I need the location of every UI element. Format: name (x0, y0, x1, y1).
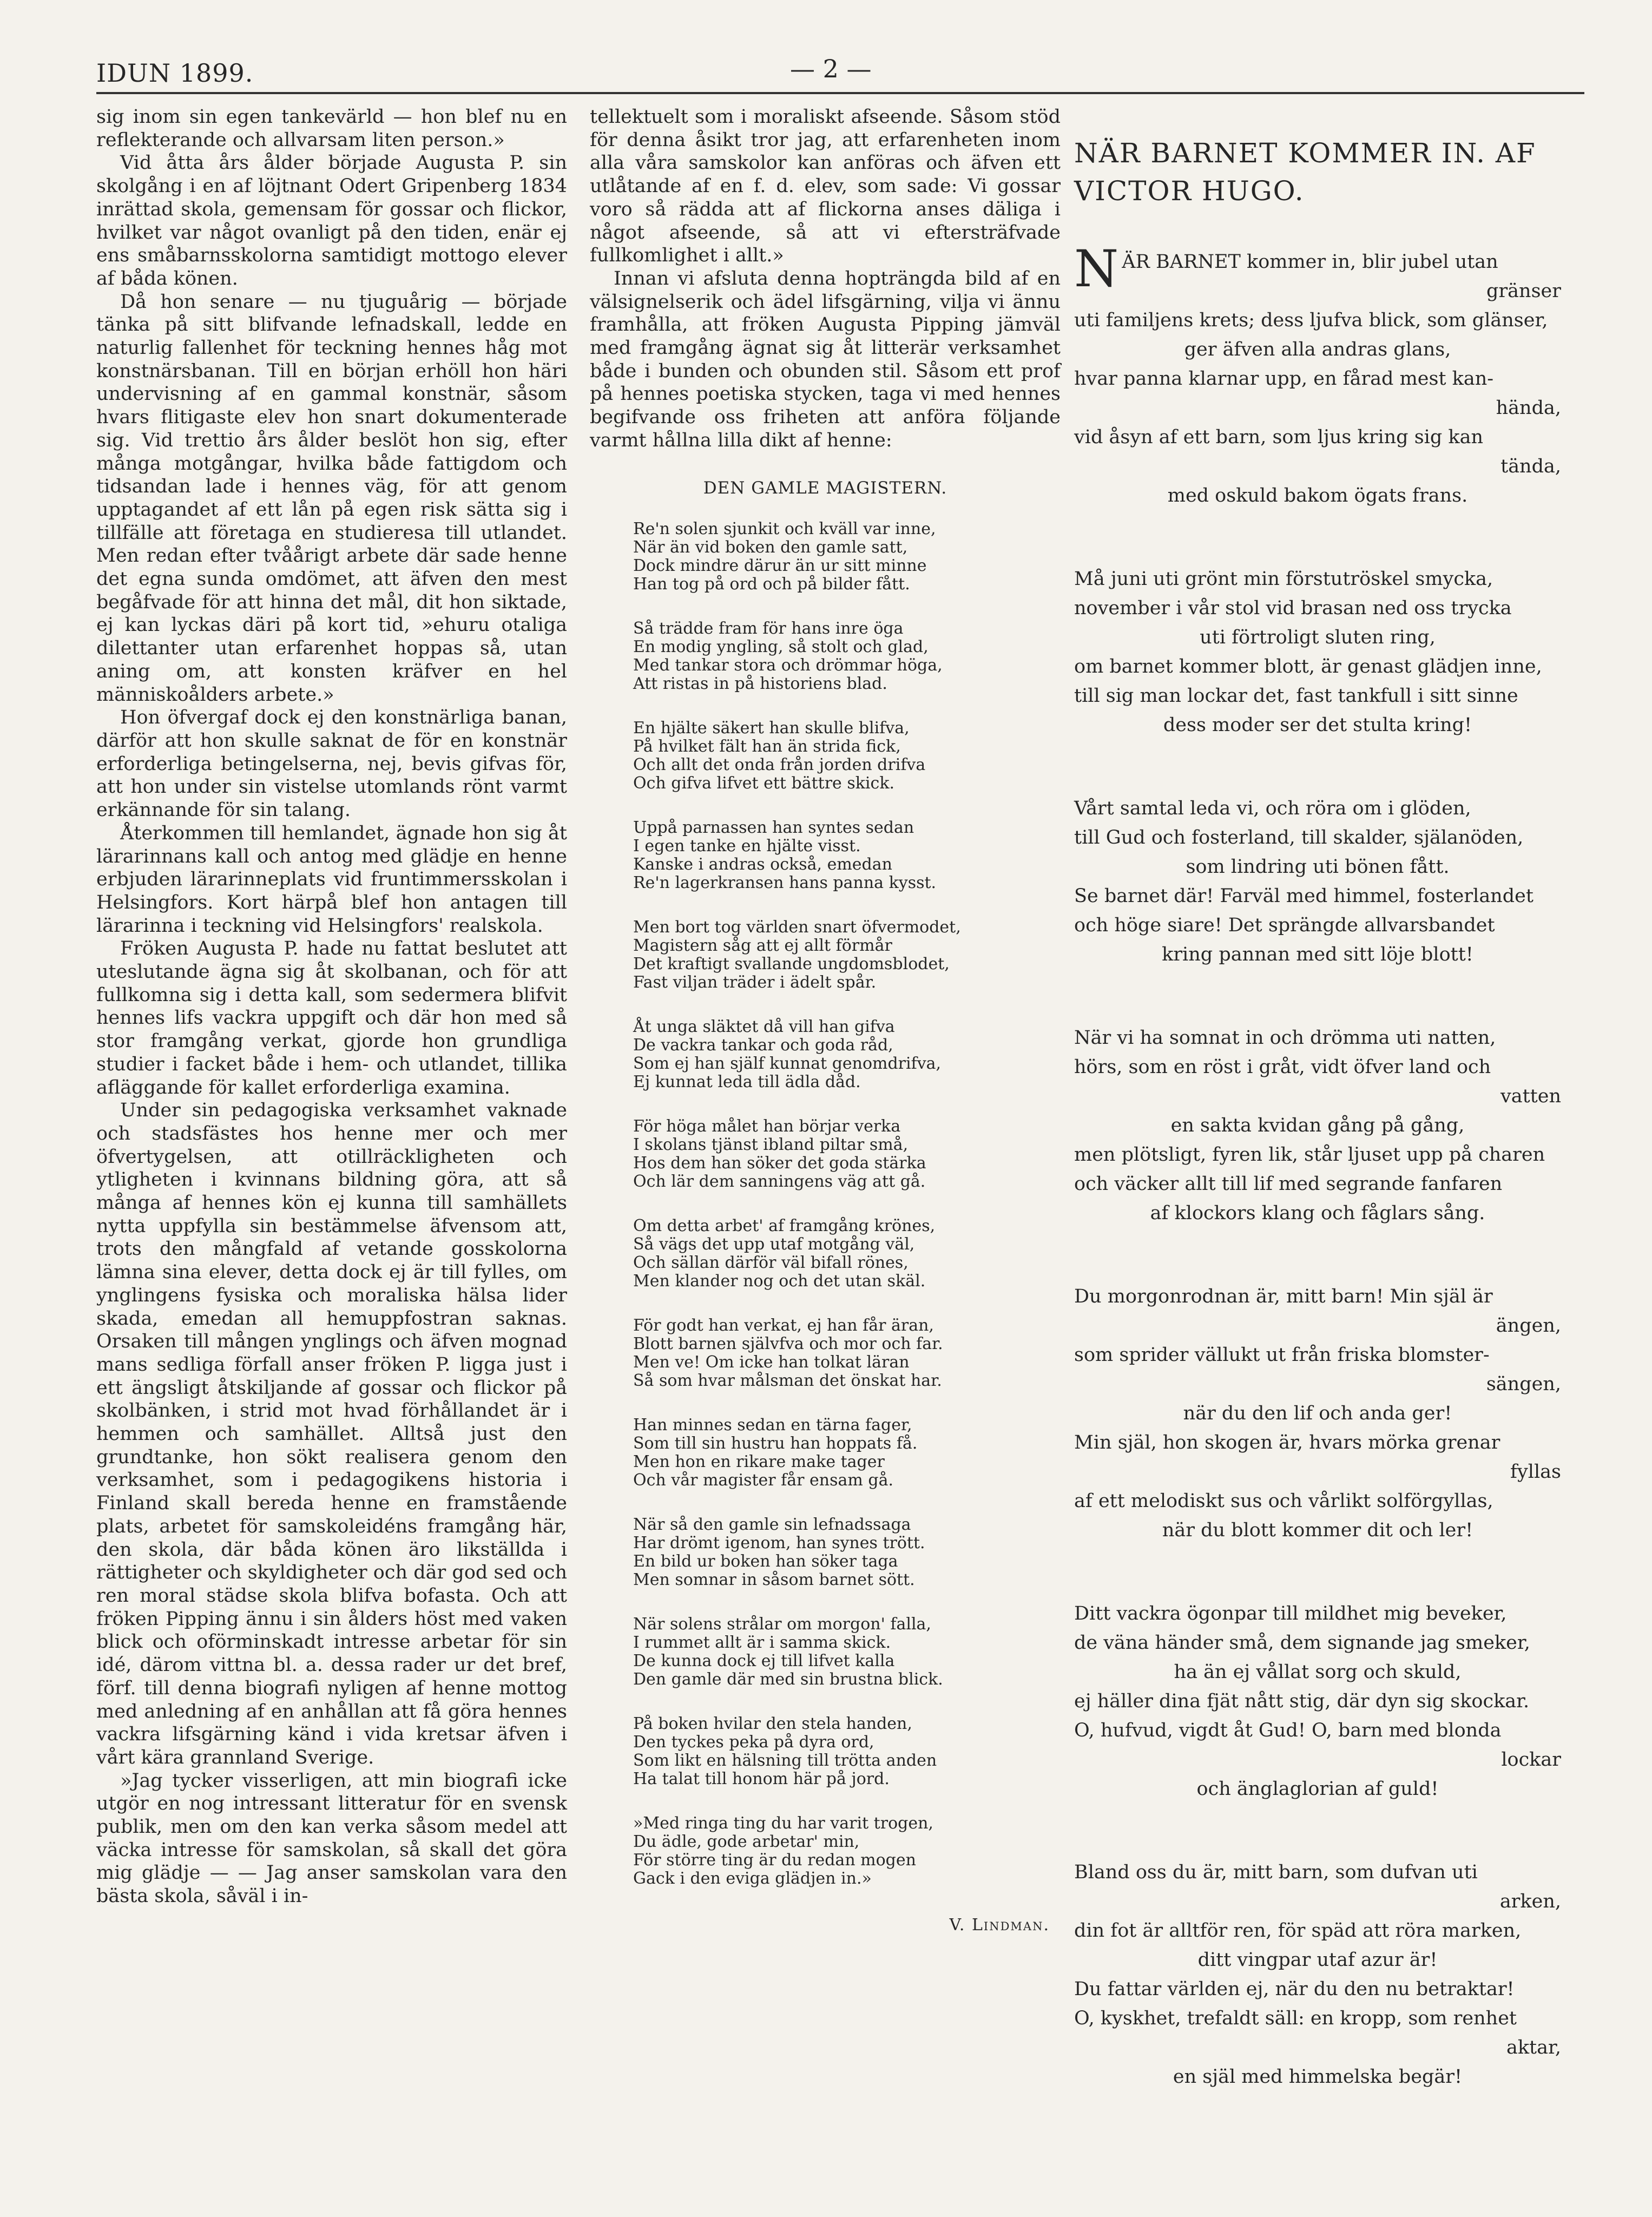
poem-line: De kunna dock ej till lifvet kalla (633, 1652, 895, 1671)
paragraph: Hon öfvergaf dock ej den konstnärliga banan, därför att hon skulle saknat de för en konstnär erforderliga betingelserna, nej, bevis gifvas för, att hon under sin vistelse utomlands rönt varmt erkännande för sin talang. (96, 707, 567, 821)
poem-stanza (633, 520, 1044, 594)
poem-stanza (633, 1317, 1044, 1390)
poem-stanza (633, 918, 1044, 992)
hugo-stanza (1074, 794, 1561, 969)
poem-line: Magistern såg att ej allt förmår (633, 936, 892, 956)
poem-stanza (633, 1615, 1044, 1689)
drop-cap: N (1074, 240, 1119, 299)
hugo-line: till Gud och fosterland, till skalder, själanöden, (1074, 827, 1524, 848)
hugo-line: en själ med himmelska begär! (1173, 2066, 1463, 2088)
poem-line: I skolans tjänst ibland piltar små, (633, 1135, 909, 1155)
poem-line: För större ting är du redan mogen (633, 1851, 916, 1870)
paragraph: sig inom sin egen tankevärld — hon blef nu en reflekterande och allvarsam liten person.» (96, 106, 567, 151)
poem-line: Har drömt igenom, han synes trött. (633, 1534, 925, 1553)
poem-line: Den tyckes peka på dyra ord, (633, 1733, 874, 1752)
poem-line: Att ristas in på historiens blad. (633, 674, 887, 694)
poem-line: Och lär dem sanningens väg att gå. (633, 1172, 926, 1192)
poem-line: Fast viljan träder i ädelt spår. (633, 973, 877, 992)
poem-line: Och vår magister får ensam gå. (633, 1471, 894, 1490)
hugo-line: fyllas (1510, 1461, 1561, 1483)
hugo-line: lockar (1501, 1749, 1561, 1771)
poem-stanza (633, 1715, 1044, 1788)
poem-line: Den gamle där med sin brustna blick. (633, 1670, 943, 1689)
paragraph: Fröken Augusta P. hade nu fattat beslutet att uteslutande ägna sig åt skolbanan, och för att fullkomna sig i detta kall, som sedermera blifvit hennes lifs vackra uppgift och där hon med så stor framgång verkat, gjorde hon grundliga studier i facket både i hem- och utlandet, tillika afläggande för kallet erforderliga examina. (96, 938, 567, 1098)
hugo-stanza (1074, 1858, 1561, 2091)
hugo-line: hända, (1496, 397, 1561, 419)
hugo-line: vid åsyn af ett barn, som ljus kring sig kan (1074, 426, 1484, 448)
hugo-line: om barnet kommer blott, är genast glädjen inne, (1074, 656, 1542, 677)
poem-line: En hjälte säkert han skulle blifva, (633, 719, 910, 738)
hugo-stanza (1074, 1023, 1561, 1228)
poem-line: En bild ur boken han söker taga (633, 1552, 898, 1571)
hugo-line: kring pannan med sitt löje blott! (1162, 944, 1473, 965)
hugo-line: som sprider vällukt ut från friska blomster- (1074, 1344, 1490, 1366)
poem-line: Och gifva lifvet ett bättre skick. (633, 774, 895, 793)
poem-line: Åt unga släktet då vill han gifva (633, 1017, 895, 1037)
poem-line: Hos dem han söker det goda stärka (633, 1154, 926, 1173)
hugo-line: ger äfven alla andras glans, (1184, 339, 1451, 360)
hugo-line: när du blott kommer dit och ler! (1162, 1519, 1473, 1541)
hugo-line: O, hufvud, vigdt åt Gud! O, barn med blonda (1074, 1720, 1502, 1741)
article-title: NÄR BARNET KOMMER IN. AF VICTOR HUGO. (1074, 137, 1536, 207)
hugo-line: ängen, (1496, 1315, 1561, 1337)
poem-line: När än vid boken den gamle satt, (633, 538, 908, 557)
poem-line: Men ve! Om icke han tolkat läran (633, 1353, 910, 1372)
hugo-line: Må juni uti grönt min förstutröskel smycka, (1074, 568, 1493, 590)
poem-line: Men somnar in såsom barnet sött. (633, 1570, 915, 1590)
poem-line: Men hon en rikare make tager (633, 1452, 885, 1472)
hugo-line: af ett melodiskt sus och vårlikt solförgyllas, (1074, 1490, 1493, 1512)
hugo-line: november i vår stol vid brasan ned oss trycka (1074, 597, 1512, 619)
hugo-line: tända, (1500, 456, 1561, 477)
poem-line: I rummet allt är i samma skick. (633, 1633, 891, 1653)
header-rule (96, 92, 1584, 94)
poem-stanza (633, 620, 1044, 693)
poem-signature: V. Lindman. (949, 1916, 1050, 1935)
hugo-line: När vi ha somnat in och drömma uti natten, (1074, 1027, 1496, 1049)
poem-line: Dock mindre därur än ur sitt minne (633, 556, 927, 576)
page-number: — 2 — (790, 54, 872, 83)
hugo-line: en sakta kvidan gång på gång, (1170, 1115, 1465, 1136)
journal-header: IDUN 1899. (96, 58, 254, 88)
hugo-stanza (1074, 1599, 1561, 1804)
poem-line: Men bort tog världen snart öfvermodet, (633, 918, 961, 937)
poem-line: I egen tanke en hjälte visst. (633, 837, 861, 856)
poem-line: Det kraftigt svallande ungdomsblodet, (633, 955, 950, 974)
hugo-line: sängen, (1486, 1373, 1561, 1395)
poem-line: Re'n lagerkransen hans panna kysst. (633, 873, 937, 893)
poem-line: Re'n solen sjunkit och kväll var inne, (633, 519, 936, 539)
poem-stanza (633, 1117, 1044, 1191)
poem-line: Men klander nog och det utan skäl. (633, 1272, 926, 1291)
poem-line: Och sällan därför väl bifall rönes, (633, 1253, 909, 1273)
hugo-line: dess moder ser det stulta kring! (1163, 714, 1472, 736)
hugo-line: och väcker allt till lif med segrande fanfaren (1074, 1173, 1503, 1195)
poem-line: När så den gamle sin lefnadssaga (633, 1515, 911, 1535)
poem-stanza (633, 1416, 1044, 1490)
poem-line: Ej kunnat leda till ädla dåd. (633, 1073, 861, 1092)
hugo-poem (1074, 240, 1561, 2091)
hugo-line: med oskuld bakom ögats frans. (1167, 485, 1468, 506)
hugo-line: arken, (1499, 1891, 1561, 1912)
poem-line: Så trädde fram för hans inre öga (633, 619, 904, 639)
poem-line: När solens strålar om morgon' falla, (633, 1615, 931, 1634)
hugo-stanza (1074, 1282, 1561, 1545)
victor-hugo-column (1074, 134, 1561, 2146)
poem-line: Ha talat till honom här på jord. (633, 1769, 890, 1789)
hugo-line: hvar panna klarnar upp, en fårad mest kan- (1074, 368, 1494, 390)
poem-line: På hvilket fält han än strida fick, (633, 737, 901, 756)
biography-column-1 (96, 106, 567, 1908)
hugo-line: när du den lif och anda ger! (1183, 1403, 1452, 1424)
biography-column-2 (590, 106, 1061, 1937)
poem-line: Han tog på ord och på bilder fått. (633, 575, 910, 594)
paragraph: Under sin pedagogiska verksamhet vaknade och stadsfästes hos henne mer och mer öfvertygelsen, att otillräckligheten och ytligheten i kvinnans bildning göra, att så många af hennes kön ej kunna till samhällets nytta uppfylla sin bestämmelse äfvensom att, trots den mångfald af vetande gosskolorna lämna sina elever, detta dock ej är till fylles, om ynglingens fysiska och moraliska hälsa lider skada, emedan all hemuppfostran saknas. Orsaken till mången ynglings och äfven mognad mans sedliga förfall anser fröken P. ligga just i ett ängsligt åtskiljande af gossar och flickor på skolbänken, i strid mot hvad förhållandet är i hemmen och samhället. Alltså just den grundtanke, hon sökt realisera genom den verksamhet, som i pedagogikens historia i Finland skall bereda henne en framstående plats, arbetet för samskoleidéns framgång här, den skola, där båda könen äro likställda i rättigheter och skyldigheter och där god sed och ren moral städse skola blifva bofasta. Och att fröken Pipping ännu i sin ålders höst med vaken blick och oförminskadt intresse arbetar för sin idé, därom vittna bl. a. dessa rader ur det bref, förf. till denna biografi nyligen af henne mottog med anledning af en anhållan att få göra hennes vackra lifsgärning känd i vida kretsar äfven i vårt kära grannland Sverige. (96, 1100, 567, 1768)
hugo-line: Du fattar världen ej, när du den nu betraktar! (1074, 1978, 1515, 2000)
hugo-line: till sig man lockar det, fast tankfull i sitt sinne (1074, 685, 1518, 707)
hugo-stanza (1074, 240, 1561, 510)
poem-line: Så som hvar målsman det önskat har. (633, 1371, 942, 1391)
hugo-line: Du morgonrodnan är, mitt barn! Min själ är (1074, 1286, 1493, 1307)
hugo-line: ej häller dina fjät nått stig, där dyn sig skockar. (1074, 1690, 1530, 1712)
hugo-line: de väna händer små, dem signande jag smeker, (1074, 1632, 1530, 1654)
hugo-line: uti familjens krets; dess ljufva blick, som glänser, (1074, 310, 1548, 331)
paragraph: »Jag tycker visserligen, att min biografi icke utgör en nog intressant litteratur för en svensk publik, men om den kan verka såsom medel att väcka intresse för samskolan, så skall det göra mig glädje — — Jag anser samskolan vara den bästa skola, såväl i in- (96, 1769, 567, 1907)
poem-line: Kanske i andras också, emedan (633, 855, 892, 874)
poem-stanza (633, 1516, 1044, 1589)
hugo-line: ha än ej vållat sorg och skuld, (1174, 1661, 1462, 1683)
poem-line: Som till sin hustru han hoppats få. (633, 1434, 918, 1453)
poem-line: Gack i den eviga glädjen in.» (633, 1869, 872, 1889)
paragraph: Återkommen till hemlandet, ägnade hon sig åt lärarinnans kall och antog med glädje en henne erbjuden lärarinneplats vid fruntimmersskolan i Helsingfors. Kort härpå blef hon antagen till lärarinna i teckning vid Helsingfors' realskola. (96, 822, 567, 937)
poem-line: Och allt det onda från jorden drifva (633, 755, 926, 775)
poem-stanza (633, 819, 1044, 892)
poem-line: Som ej han själf kunnat genomdrifva, (633, 1054, 942, 1074)
poem-line: För höga målet han börjar verka (633, 1117, 901, 1136)
hugo-line: gränser (1486, 280, 1561, 302)
hugo-stanza (1074, 564, 1561, 740)
poem-title: DEN GAMLE MAGISTERN. (703, 478, 947, 498)
poem-line: En modig yngling, så stolt och glad, (633, 637, 929, 657)
hugo-line: hörs, som en röst i gråt, vidt öfver land och (1074, 1056, 1491, 1078)
poem-line: »Med ringa ting du har varit trogen, (633, 1814, 933, 1833)
hugo-line: Se barnet där! Farväl med himmel, fosterlandet (1074, 885, 1533, 907)
poem-stanza (633, 719, 1044, 793)
hugo-line: af klockors klang och fåglars sång. (1150, 1202, 1485, 1224)
poem-line: För godt han verkat, ej han får äran, (633, 1316, 934, 1336)
hugo-line: vatten (1500, 1086, 1561, 1107)
hugo-line: och höge siare! Det sprängde allvarsbandet (1074, 915, 1495, 936)
hugo-line: Bland oss du är, mitt barn, som dufvan uti (1074, 1861, 1478, 1883)
poem-stanza (633, 1814, 1044, 1888)
paragraph: Vid åtta års ålder började Augusta P. sin skolgång i en af löjtnant Odert Gripenberg 1834 inrättad skola, gemensam för gossar och flickor, hvilket var något ovanligt på den tiden, enär ej ens småbarnsskolorna samtidigt mottogo elever af båda könen. (96, 152, 567, 290)
hugo-line: O, kyskhet, trefaldt säll: en kropp, som renhet (1074, 2008, 1517, 2029)
poem-line: Så vägs det upp utaf motgång väl, (633, 1235, 915, 1254)
paragraph: Då hon senare — nu tjuguårig — började tänka på sitt blifvande lefnadskall, ledde en naturlig fallenhet för teckning hennes håg mot konstnärsbanan. Till en början erhöll hon häri undervisning af en gammal konstnär, såsom hvars flitigaste elev hon snart dokumenterade sig. Vid trettio års ålder beslöt hon sig, efter många motgångar, hvilka både fattigdom och tidsandan lade i hennes väg, för att genom upptagandet af ett lån på egen risk sätta sig i tillfälle att företaga en studieresa till utlandet. Men redan efter tvåårigt arbete där sade henne det egna sunda omdömet, att äfven den mest begåfvade för att hinna det mål, dit hon siktade, ej kan lyckas däri på kort tid, »ehuru otaliga dilettanter utan erfarenhet hoppas så, utan aning om, att konsten kräfver en hel människoålders arbete.» (96, 291, 567, 706)
poem-line: Uppå parnassen han syntes sedan (633, 818, 914, 838)
hugo-line: Vårt samtal leda vi, och röra om i glöden, (1074, 798, 1471, 819)
hugo-line: men plötsligt, fyren lik, står ljuset upp på charen (1074, 1144, 1545, 1166)
hugo-line: din fot är alltför ren, för späd att röra marken, (1074, 1920, 1522, 1942)
paragraph: Innan vi afsluta denna hopträngda bild af en välsignelserik och ädel lifsgärning, vilja vi ännu framhålla, att fröken Augusta Pipping jämväl med framgång ägnat sig åt litterär verksamhet både i bunden och obunden stil. Såsom ett prof på hennes poetiska stycken, taga vi med hennes begifvande oss friheten att anföra följande varmt hållna lilla dikt af henne: (590, 267, 1061, 451)
paragraph: tellektuelt som i moraliskt afseende. Såsom stöd för denna åsikt tror jag, att erfarenheten inom alla våra samskolor kan anföras och äfven ett utlåtande af en f. d. elev, som sade: Vi gossar voro så rädda att af flickorna anses däliga i något afseende, så att vi eftersträfvade fullkomlighet i allt.» (590, 106, 1061, 267)
poem-line: Blott barnen självfva och mor och far. (633, 1334, 943, 1354)
hugo-line: aktar, (1506, 2037, 1561, 2058)
poem-line: De vackra tankar och goda råd, (633, 1036, 893, 1055)
hugo-line: ditt vingpar utaf azur är! (1197, 1949, 1438, 1971)
hugo-line: uti förtroligt sluten ring, (1200, 627, 1436, 648)
poem-stanza (633, 1018, 1044, 1091)
hugo-line: Ditt vackra ögonpar till mildhet mig beveker, (1074, 1603, 1507, 1624)
poem-line: Han minnes sedan en tärna fager, (633, 1416, 912, 1435)
hugo-line: som lindring uti bönen fått. (1186, 856, 1450, 878)
poem-line: Du ädle, gode arbetar' min, (633, 1832, 860, 1852)
poem-den-gamle-magistern (633, 520, 1044, 1888)
poem-line: Som likt en hälsning till trötta anden (633, 1751, 937, 1771)
hugo-line: och änglaglorian af guld! (1196, 1778, 1439, 1800)
hugo-line: Min själ, hon skogen är, hvars mörka grenar (1074, 1432, 1500, 1453)
hugo-line-text: ÄR BARNET kommer in, blir jubel utan (1122, 251, 1498, 273)
poem-line: Om detta arbet' af framgång krönes, (633, 1216, 936, 1236)
poem-line: Med tankar stora och drömmar höga, (633, 656, 943, 675)
poem-line: På boken hvilar den stela handen, (633, 1714, 912, 1734)
poem-stanza (633, 1217, 1044, 1291)
